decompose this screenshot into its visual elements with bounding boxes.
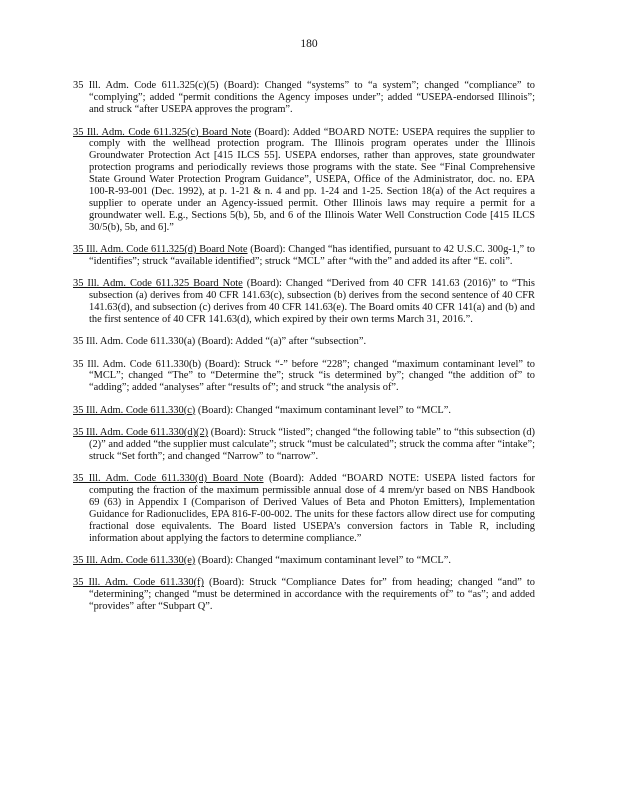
entry-citation: 35 Ill. Adm. Code 611.330(e) — [73, 554, 196, 566]
amendment-entry — [73, 244, 535, 268]
entry-citation: 35 Ill. Adm. Code 611.325(d) Board Note — [73, 244, 248, 256]
entry-citation: 35 Ill. Adm. Code 611.325(c) Board Note — [73, 126, 252, 138]
amendment-entry — [73, 427, 535, 463]
entry-text: (Board): Struck “Compliance Dates for” from heading; changed “and” to “determining”; changed “must be determined in accordance with the requirements of” to “as”; and added “provides” after “Subpart Q”. — [89, 577, 535, 613]
entry-citation: 35 Ill. Adm. Code 611.330(b) — [73, 358, 202, 370]
entry-text: (Board): Added “BOARD NOTE: USEPA requires the supplier to comply with the wellhead protection program. The Illinois program operates under the Illinois Groundwater Protection Act [415 ILCS 55]. USEPA endorses, rather than approves, state groundwater protection programs and periodically reviews those programs with the state. See “Final Comprehensive State Ground Water Protection Program Guidance”, USEPA, Office of the Administrator, doc. no. EPA 100-R-93-001 (Dec. 1992), at p. 1-21 & n. 4 and pp. 1-24 and 1-25. Section 18(a) of the Act requires a supplier to operate under an Agency-issued permit. Other Illinois laws may require a permit for a groundwater well. E.g., Sections 5(b), 5b, and 6 of the Illinois Water Well Construction Code [415 ILCS 30/5(b), 5b, and 6].” — [89, 126, 535, 233]
entry-citation: 35 Ill. Adm. Code 611.330(d)(2) — [73, 426, 209, 438]
entry-text: (Board): Changed “maximum contaminant level” to “MCL”. — [195, 404, 451, 416]
entry-citation: 35 Ill. Adm. Code 611.330(c) — [73, 404, 196, 416]
amendment-entry — [73, 278, 535, 326]
entry-text: (Board): Struck “listed”; changed “the following table” to “this subsection (d)(2)” and added “the supplier must calculate”; struck “must be calculated”; struck the comma after “intake”; struck “Set forth”; and changed “Narrow” to “narrow”. — [89, 426, 535, 462]
entry-text: (Board): Changed “systems” to “a system”; changed “compliance” to “complying”; added “permit conditions the Agency imposes under”; added “USEPA-endorsed Illinois”; and struck “after USEPA approves the program”. — [89, 80, 535, 116]
entry-citation: 35 Ill. Adm. Code 611.325(c)(5) — [73, 80, 219, 92]
entry-text: (Board): Changed “maximum contaminant level” to “MCL”. — [195, 554, 451, 566]
amendment-entry — [73, 359, 535, 395]
entry-text: (Board): Changed “Derived from 40 CFR 141.63 (2016)” to “This subsection (a) derives from 40 CFR 141.63(c), subsection (b) derives from the second sentence of 40 CFR 141.63(d), and subsection (c) derives from 40 CFR 141.63(e). The Board omits 40 CFR 141(a) and (b) and the first sentence of 40 CFR 141.63(d), which expired by their own terms March 31, 2016.”. — [89, 278, 535, 325]
amendment-entry — [73, 555, 535, 567]
entry-text: (Board): Changed “has identified, pursuant to 42 U.S.C. 300g-1,” to “identifies”; struck “available identified”; struck “MCL” after “with the” and added its after “E. coli”. — [89, 244, 535, 267]
page-number: 180 — [300, 38, 318, 50]
entry-citation: 35 Ill. Adm. Code 611.325 Board Note — [73, 278, 243, 290]
amendment-entry — [73, 405, 535, 417]
amendment-entry — [73, 336, 535, 348]
amendment-entry — [73, 127, 535, 234]
entry-text: (Board): Struck “-” before “228”; changed “maximum contaminant level” to “MCL”; changed “The” to “Determine the”; struck “is determined by”; changed “the addition of” to “adding”; added “analyses” after “results of”; and struck “the analysis of”. — [89, 358, 535, 394]
entry-text: (Board): Added “BOARD NOTE: USEPA listed factors for computing the fraction of the maximum permissible annual dose of 4 mrem/yr based on NBS Handbook 69 (63) in Appendix I (Comparison of Derived Values of Beta and Photon Emitters), Implementation Guidance for Radionuclides, EPA 816-F-00-002. The units for these factors allow direct use for computing fractional dose equivalents. The Board listed USEPA’s conversion factors in Table R, including information about applying the factors to determine compliance.” — [89, 473, 536, 544]
entry-citation: 35 Ill. Adm. Code 611.330(a) — [73, 336, 196, 348]
entry-citation: 35 Ill. Adm. Code 611.330(d) Board Note — [73, 473, 264, 485]
entry-text: (Board): Added “(a)” after “subsection”. — [195, 336, 367, 348]
amendment-list — [73, 70, 535, 619]
amendment-entry — [73, 473, 535, 544]
amendment-entry — [73, 577, 535, 613]
entry-citation: 35 Ill. Adm. Code 611.330(f) — [73, 577, 204, 589]
amendment-entry — [73, 80, 535, 116]
